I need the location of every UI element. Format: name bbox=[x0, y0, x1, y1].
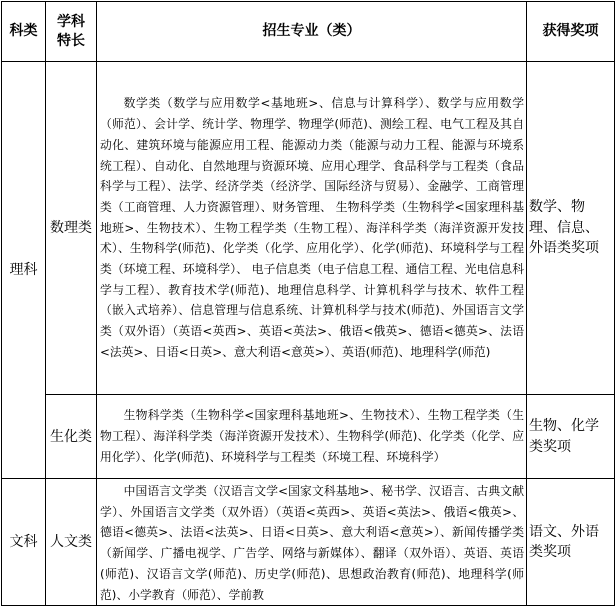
header-specialty-line2: 特长 bbox=[57, 32, 85, 49]
majors-cell bbox=[97, 479, 527, 606]
specialty-cell: 人文类 bbox=[46, 479, 97, 606]
category-cell: 理科 bbox=[2, 62, 46, 479]
award-cell: 语文、外语类奖项 bbox=[527, 479, 615, 606]
category-cell: 文科 bbox=[2, 479, 46, 606]
award-cell: 数学、物理、信息、外语类奖项 bbox=[527, 62, 615, 395]
header-award: 获得奖项 bbox=[527, 2, 615, 62]
majors-cell bbox=[97, 62, 527, 395]
majors-text: 生物科学类（生物科学<国家理科基地班>、生物技术）、生物工程学类（生物工程）、海洋科学类（海洋资源开发技术）、生物科学(师范)、化学类（化学、应用化学）、化学(师范)、环境科学与工程类（环境工程、环境科学） bbox=[100, 408, 524, 464]
table-row bbox=[2, 479, 615, 606]
majors-text: 中国语言文学类（汉语言文学<国家文科基地>、秘书学、汉语言、古典文献学）、外国语言文学类（双外语）（英语<英西>、英语<英法>、俄语<俄英>、德语<德英>、法语<法英>、日语<日英>、意大利语<意英>）、新闻传播学类（新闻学、广播电视学、广告学、网络与新媒体）、翻译（双外语）、英语、英语(师范)、汉语言文学(师范)、历史学(师范)、思想政治教育(师范)、地理科学(师范)、小学教育（师范）、学前教 bbox=[100, 484, 524, 602]
header-majors: 招生专业（类） bbox=[97, 2, 527, 62]
header-category: 科类 bbox=[2, 2, 46, 62]
majors-clip bbox=[100, 479, 524, 605]
table-row bbox=[2, 395, 615, 479]
majors-text: 数学类（数学与应用数学<基地班>、信息与计算科学）、数学与应用数学（师范）、会计学、统计学、物理学、物理学(师范)、测绘工程、电气工程及其自动化、建筑环境与能源应用工程、能源动力类（能源与动力工程、能源与环境系统工程）、自动化、自然地理与资源环境、应用心理学、食品科学与工程类（食品科学与工程）、法学、经济学类（经济学、国际经济与贸易）、金融学、工商管理类（工商管理、人力资源管理）、财务管理、 生物科学类（生物科学<国家理科基地班>、生物技术）、生物工程学类（生物工程）、海洋科学类（海洋资源开发技术）、生物科学(师范)、化学类（化学、应用化学）、化学(师范)、环境科学与工程类（环境工程、环境科学）、 电子信息类（电子信息工程、通信工程、光电信息科学与工程）、教育技术学(师范)、地理信息科学、计算机科学与技术、软件工程（嵌入式培养）、信息管理与信息系统、计算机科学与技术(师范)、外国语言文学类（双外语）（英语<英西>、英语<英法>、俄语<俄英>、德语<德英>、法语<法英>、日语<日英>、意大利语<意英>）、英语(师范)、地理科学(师范) bbox=[100, 96, 524, 359]
table-row bbox=[2, 62, 615, 395]
majors-cell bbox=[97, 395, 527, 479]
header-specialty bbox=[46, 2, 97, 62]
header-specialty-line1: 学科 bbox=[57, 13, 85, 30]
admission-table bbox=[1, 1, 615, 606]
specialty-cell: 生化类 bbox=[46, 395, 97, 479]
header-row bbox=[2, 2, 615, 62]
specialty-cell: 数理类 bbox=[46, 62, 97, 395]
award-cell: 生物、化学类奖项 bbox=[527, 395, 615, 479]
